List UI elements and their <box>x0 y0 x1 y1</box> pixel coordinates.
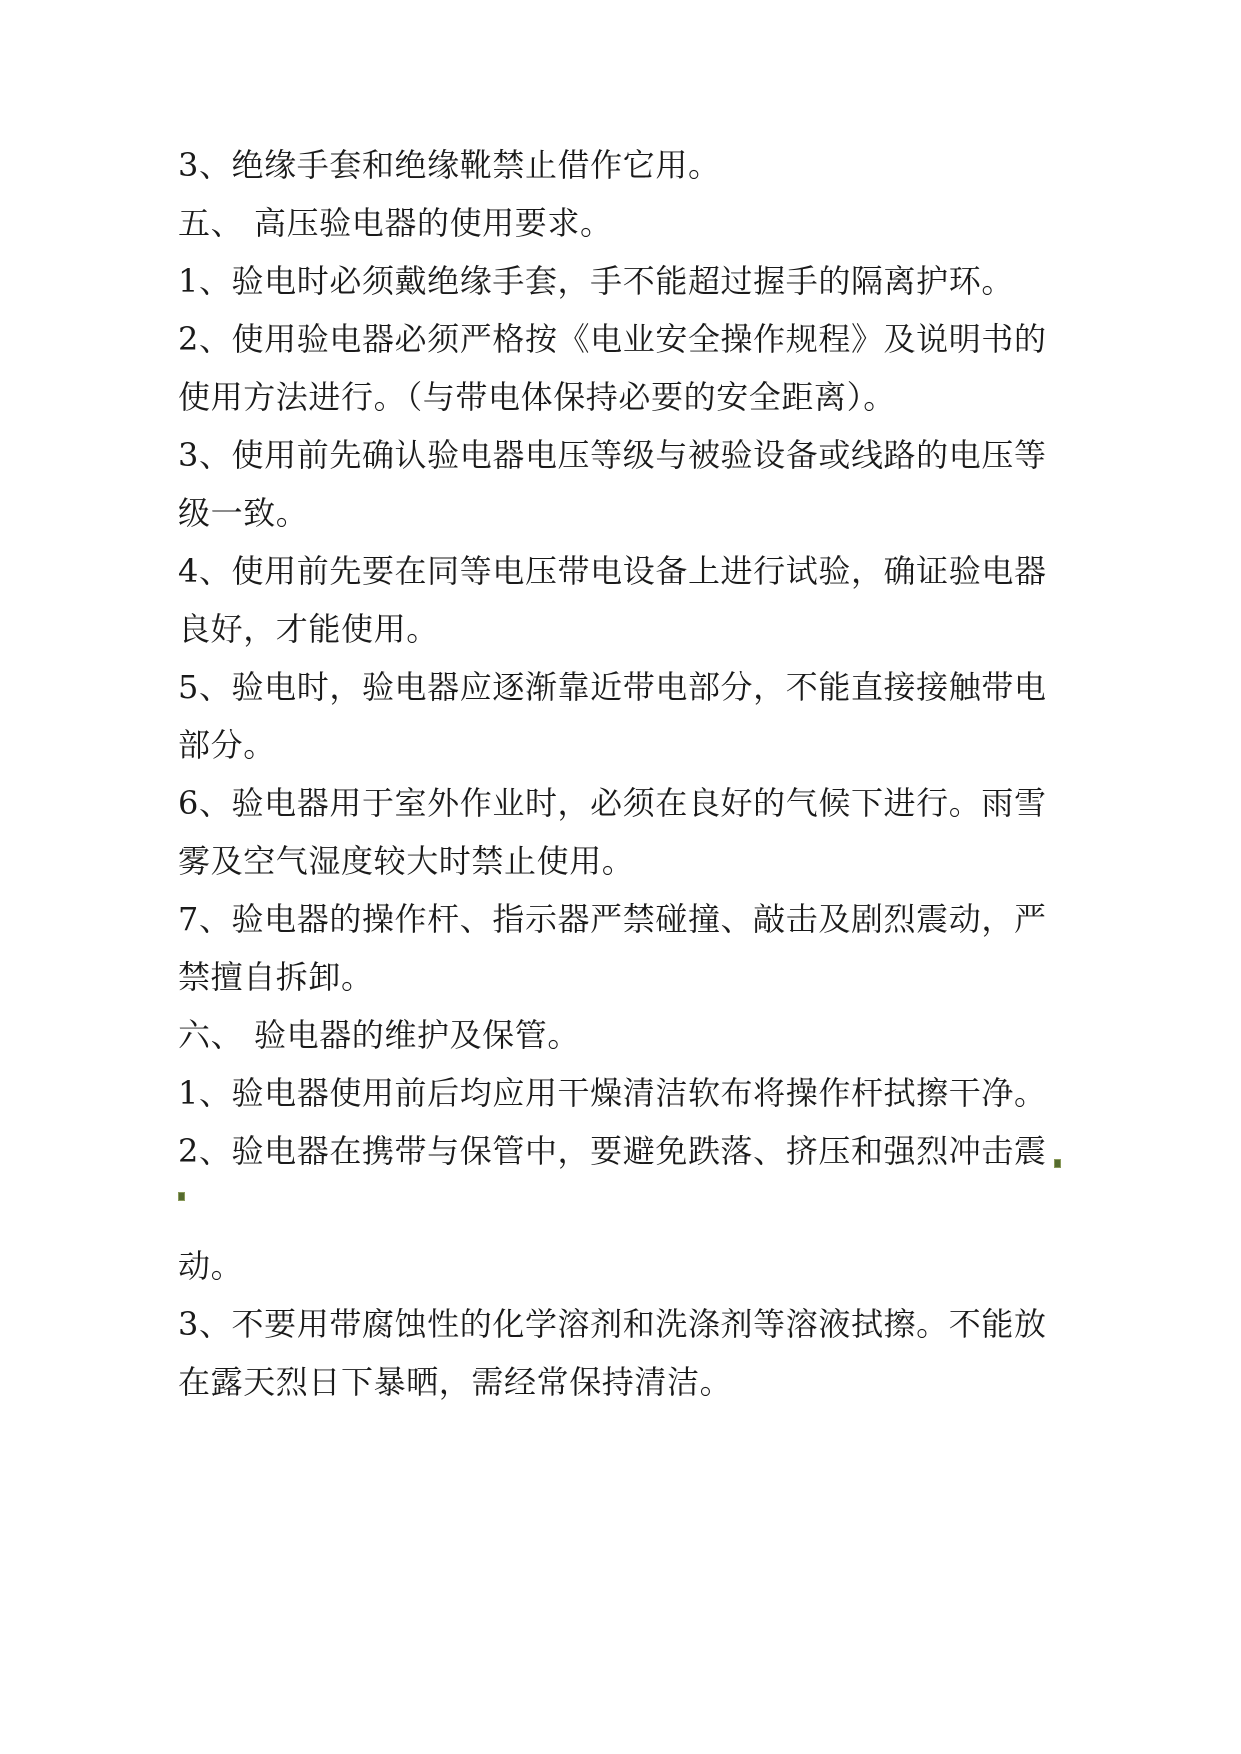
text-line: 动。 <box>178 1247 244 1285</box>
text-line: 3、不要用带腐蚀性的化学溶剂和洗涤剂等溶液拭擦。不能放 <box>178 1305 1047 1343</box>
text-line: 2、使用验电器必须严格按《电业安全操作规程》及说明书的 <box>178 320 1047 358</box>
text-line: 在露天烈日下暴晒，需经常保持清洁。 <box>178 1363 733 1401</box>
text-line: 雾及空气湿度较大时禁止使用。 <box>178 842 635 880</box>
text-line: 1、验电器使用前后均应用干燥清洁软布将操作杆拭擦干净。 <box>178 1074 1047 1112</box>
text-line: 3、使用前先确认验电器电压等级与被验设备或线路的电压等 <box>178 436 1047 474</box>
text-line: 禁擅自拆卸。 <box>178 958 374 996</box>
section-heading: 六、 验电器的维护及保管。 <box>178 1016 580 1054</box>
text-line: 使用方法进行。（与带电体保持必要的安全距离）。 <box>178 378 896 416</box>
edit-marker-icon <box>1054 1159 1061 1168</box>
text-line: 级一致。 <box>178 494 309 532</box>
text-line: 良好，才能使用。 <box>178 610 439 648</box>
text-line: 6、验电器用于室外作业时，必须在良好的气候下进行。雨雪 <box>178 784 1047 822</box>
text-line: 4、使用前先要在同等电压带电设备上进行试验，确证验电器 <box>178 552 1047 590</box>
edit-marker-icon <box>178 1192 185 1201</box>
section-heading: 五、 高压验电器的使用要求。 <box>178 204 613 242</box>
text-line: 7、验电器的操作杆、指示器严禁碰撞、敲击及剧烈震动，严 <box>178 900 1047 938</box>
text-line: 5、验电时，验电器应逐渐靠近带电部分，不能直接接触带电 <box>178 668 1047 706</box>
text-line: 1、验电时必须戴绝缘手套，手不能超过握手的隔离护环。 <box>178 262 1014 300</box>
text-line: 部分。 <box>178 726 276 764</box>
text-line: 2、验电器在携带与保管中，要避免跌落、挤压和强烈冲击震 <box>178 1132 1047 1170</box>
text-line: 3、绝缘手套和绝缘靴禁止借作它用。 <box>178 146 721 184</box>
